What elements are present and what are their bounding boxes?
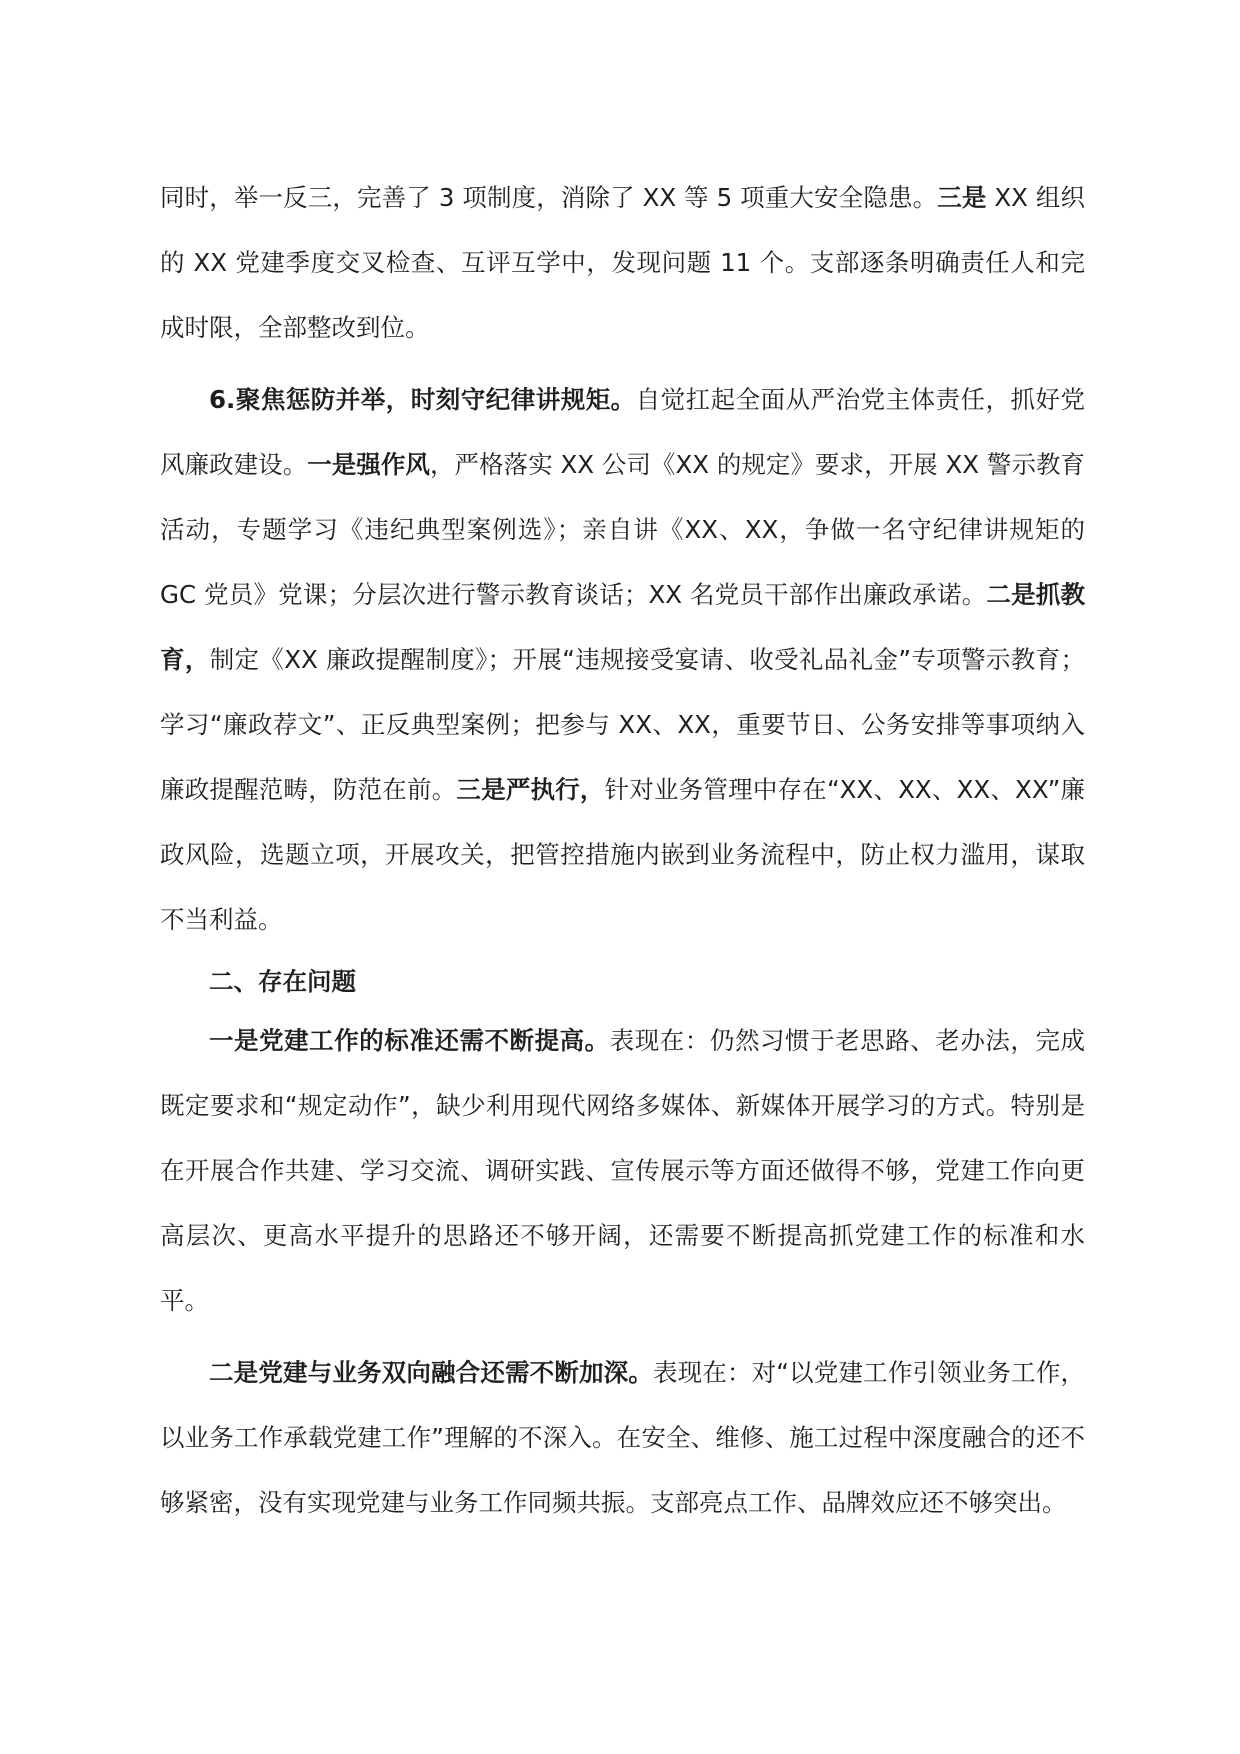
text-run: ，严格落实 XX 公司《XX 的规定》要求，开展 XX 警示教育活动，专题学习《违纪典型案例选》；亲自讲《XX、XX，争做一名守纪律讲规矩的 GC 党员》党课；分层次进行警示教育谈话；XX 名党员干部作出廉政承诺。 (160, 450, 1086, 609)
section-heading-problems (160, 954, 1085, 1010)
bold-run: 一是强作风 (307, 450, 430, 479)
document-page (160, 165, 1085, 1535)
section-heading-6: 6.聚焦惩防并举，时刻守纪律讲规矩。 (209, 385, 636, 414)
bold-run: 一是党建工作的标准还需不断提高。 (209, 1026, 610, 1055)
text-run: 同时，举一反三，完善了 3 项制度，消除了 XX 等 5 项重大安全隐患。 (160, 183, 938, 212)
paragraph-problem-1 (160, 1008, 1085, 1333)
paragraph-rectification-results (160, 165, 1085, 360)
bold-run: 三是 (937, 183, 987, 212)
text-run: 制定《XX 廉政提醒制度》；开展“违规接受宴请、收受礼品礼金”专项警示教育；学习“廉政荐文”、正反典型案例；把参与 XX、XX，重要节日、公务安排等事项纳入廉政提醒范畴，防范在前。 (160, 645, 1085, 804)
text-run: 表现在：仍然习惯于老思路、老办法，完成既定要求和“规定动作”，缺少利用现代网络多媒体、新媒体开展学习的方式。特别是在开展合作共建、学习交流、调研实践、宣传展示等方面还做得不够，党建工作向更高层次、更高水平提升的思路还不够开阔，还需要不断提高抓党建工作的标准和水平。 (160, 1026, 1086, 1315)
bold-run: 二是抓教育， (160, 580, 1086, 674)
paragraph-problem-2 (160, 1340, 1085, 1535)
text-run: 表现在：对“以党建工作引领业务工作，以业务工作承载党建工作”理解的不深入。在安全、维修、施工过程中深度融合的还不够紧密，没有实现党建与业务工作同频共振。支部亮点工作、品牌效应还不够突出。 (160, 1358, 1085, 1517)
text-run: XX 组织的 XX 党建季度交叉检查、互评互学中，发现问题 11 个。支部逐条明确责任人和完成时限，全部整改到位。 (160, 183, 1085, 342)
text-run: 自觉扛起全面从严治党主体责任，抓好党风廉政建设。 (160, 385, 1086, 479)
bold-run: 二是党建与业务双向融合还需不断加深。 (209, 1358, 653, 1387)
text-run: 针对业务管理中存在“XX、XX、XX、XX”廉政风险，选题立项，开展攻关，把管控措施内嵌到业务流程中，防止权力滥用，谋取不当利益。 (160, 775, 1086, 934)
paragraph-discipline (160, 367, 1085, 952)
heading-text: 二、存在问题 (209, 967, 356, 996)
bold-run: 三是严执行， (456, 775, 605, 804)
